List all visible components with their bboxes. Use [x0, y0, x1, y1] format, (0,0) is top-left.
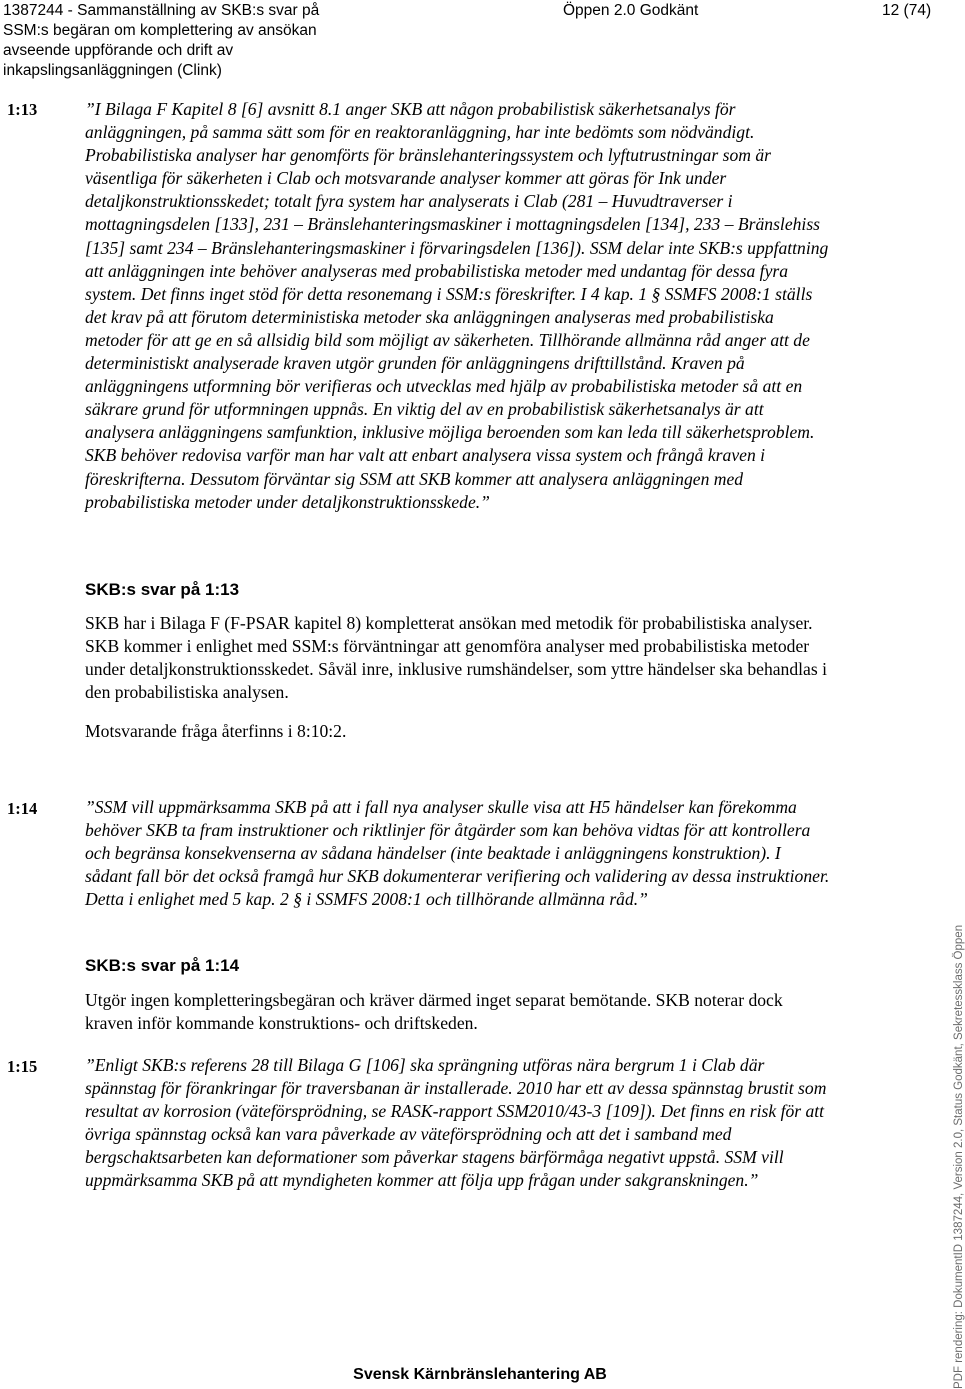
pdf-rendering-sidebar-text: PDF rendering: DokumentID 1387244, Version 2.0, Status Godkänt, Sekretessklass Öppen [953, 924, 965, 1389]
answer-paragraph: Utgör ingen kompletteringsbegäran och kräver därmed inget separat bemötande. SKB noterar dock kraven inför kommande konstruktions- och driftskeden. [85, 990, 783, 1034]
item-question-text: ”SSM vill uppmärksamma SKB på att i fall nya analyser skulle visa att H5 händelser kan förekomma behöver SKB ta fram instruktioner och riktlinjer för åtgärder som kan behöva vidtas för att kontrollera och begränsa konsekvenserna av sådana händelser (inte beaktade i anläggningens konstruktion). I sådant fall bör det också framgå hur SKB dokumenterar verifiering och validering av dessa instruktioner. Detta i enlighet med 5 kap. 2 § i SSMFS 2008:1 och tillhörande allmänna råd.” [85, 797, 830, 910]
footer-company-name: Svensk Kärnbränslehantering AB [353, 1366, 607, 1383]
item-question-text: ”I Bilaga F Kapitel 8 [6] avsnitt 8.1 anger SKB att någon probabilistisk säkerhetsanalys för anläggningen, på samma sätt som för en reaktoranläggning, har inte bedömts som nödvändigt. Probabilistiska analyser har genomförts för bränslehanteringssystem och lyftutrustningar som är väsentliga för säkerheten i Clab och motsvarande analyser kommer att göras för Ink under detaljkonstruktionsskedet; totalt fyra system har analyserats i Clab (281 – Huvudtraverser i mottagningsdelen [133], 231 – Bränslehanteringsmaskiner i mottagningsdelen [134], 233 – Bränslehiss [135] samt 234 – Bränslehanteringsmaskiner i förvaringsdelen [136]). SSM delar inte SKB:s uppfattning att anläggningen inte behöver analyseras med probabilistiska metoder med undantag för dessa fyra system. Det finns inget stöd för detta resonemang i SSM:s föreskrifter. I 4 kap. 1 § SSMFS 2008:1 ställs det krav på att förutom deterministiska metoder ska anläggningen analyseras med probabilistiska metoder för att ge en så allsidig bild som möjligt av säkerheten. Tillhörande allmänna råd anger att de deterministiskt analyserade kraven utgör grunden för anläggningens drifttillstånd. Kraven på anläggningens utformning bör verifieras och utvecklas med hjälp av probabilistiska metoder så att en säkrare grund för utformningen uppnås. En viktig del av en probabilistisk säkerhetsanalys är att analysera anläggningens samfunktion, inklusive möjliga beroenden som kan leda till säkerhetsproblem. SKB behöver redovisa varför man har valt att enbart analysera vissa system och frångå kraven i föreskrifterna. Dessutom förväntar sig SSM att SKB kommer att analysera anläggningen med probabilistiska metoder under detaljkonstruktionsskede.” [85, 99, 829, 512]
item-question-1-14-block [85, 796, 831, 911]
item-question-1-15-block [85, 1054, 831, 1193]
answer-body-1-13 [85, 612, 831, 743]
item-question-text: ”Enligt SKB:s referens 28 till Bilaga G [106] ska sprängning utföras nära bergrum 1 i Clab där spännstag för förankringar för traversbanan är installerade. 2010 har ett av dessa spännstag brustit som resultat av korrosion (väteförsprödning, se RASK-rapport SSM2010/43-3 [109]). Det finns en risk för att övriga spännstag också kan vara påverkade av väteförsprödning och att det i samband med bergschaktsarbeten kan deformationer som påverkar stagens bärförmåga negativt uppstå. SSM vill uppmärksamma SKB på att myndigheten kommer att följa upp frågan under sakgranskningen.” [85, 1055, 827, 1191]
doc-title-line-1: 1387244 - Sammanställning av SKB:s svar på [3, 2, 320, 19]
answer-heading-1-13: SKB:s svar på 1:13 [85, 580, 240, 599]
answer-body-1-14 [85, 989, 831, 1035]
answer-paragraph: Motsvarande fråga återfinns i 8:10:2. [85, 721, 347, 742]
item-number-1-15: 1:15 [7, 1057, 38, 1076]
item-number-1-13: 1:13 [7, 100, 38, 119]
item-question-1-13-block [85, 98, 831, 514]
doc-title-line-2: SSM:s begäran om komplettering av ansökan [3, 22, 317, 39]
doc-title-line-3: avseende uppförande och drift av [3, 42, 234, 59]
item-number-1-14: 1:14 [7, 799, 38, 818]
doc-status: Öppen 2.0 Godkänt [563, 2, 699, 19]
answer-paragraph: SKB har i Bilaga F (F-PSAR kapitel 8) kompletterat ansökan med metodik för probabilistiska analyser. SKB kommer i enlighet med SSM:s förväntningar att genomföra analyser med probabilistiska metoder under detaljkonstruktionsskedet. Såväl inre, inklusive rumshändelser, som yttre händelser ska behandlas i den probabilistiska analysen. [85, 613, 827, 703]
document-header [0, 0, 960, 80]
doc-title-line-4: inkapslingsanläggningen (Clink) [3, 62, 222, 79]
page-number: 12 (74) [882, 2, 932, 19]
answer-heading-1-14: SKB:s svar på 1:14 [85, 956, 240, 975]
